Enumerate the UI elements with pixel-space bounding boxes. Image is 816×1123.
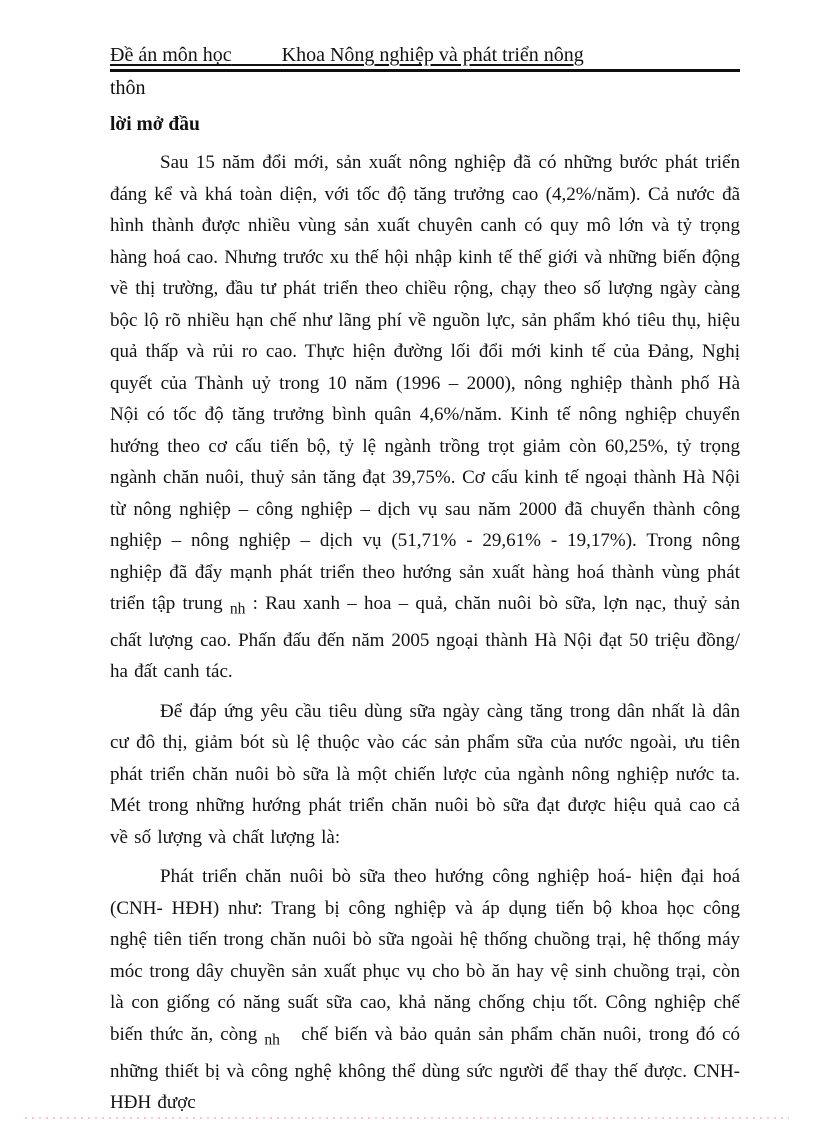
paragraph-3 xyxy=(110,861,740,1118)
header-right-text: Khoa Nông nghiệp và phát triển nông xyxy=(281,44,584,66)
header-wrap-text: thôn xyxy=(110,77,146,99)
text-run: Sau 15 năm đổi mới, sản xuất nông nghiệp đã có những bước phát triển đáng kể và khá toàn diện, với tốc độ tăng trưởng cao (4,2%/năm). Cả nước đã hình thành được nhiều vùng sản xuất chuyên canh có quy mô lớn và tỷ trọng hàng hoá cao. Nhưng trước xu thế hội nhập kinh tế thế giới và những biến động về thị trường, đầu tư phát triển theo chiều rộng, chạy theo số lượng ngày càng bộc lộ rõ nhiều hạn chế như lãng phí về nguồn lực, sản phẩm khó tiêu thụ, hiệu quả thấp và rủi ro cao. Thực hiện đường lối đổi mới kinh tế của Đảng, Nghị quyết của Thành uỷ trong 10 năm (1996 – 2000), nông nghiệp thành phố Hà Nội có tốc độ tăng trưởng bình quân 4,6%/năm. Kinh tế nông nghiệp chuyển hướng theo cơ cấu tiến bộ, tỷ lệ ngành trồng trọt giảm còn 60,25%, tỷ trọng ngành chăn nuôi, thuỷ sản tăng đạt 39,75%. Cơ cấu kinh tế ngoại thành Hà Nội từ nông nghiệp – công nghiệp – dịch vụ sau năm 2000 đã chuyển thành công nghiệp – nông nghiệp – dịch vụ (51,71% - 29,61% - 19,17%). Trong nông nghiệp đã đẩy mạnh phát triển theo hướng sản xuất hàng hoá thành vùng phát triển tập trung xyxy=(110,152,740,614)
text-run: chế biến và bảo quản sản phẩm chăn nuôi, trong đó có những thiết bị và công nghệ không thể dùng sức người để thay thế được. CNH- HĐH được xyxy=(110,1023,740,1114)
page-header xyxy=(110,42,740,101)
footer-divider xyxy=(25,1117,789,1119)
subscript-run: nh xyxy=(229,600,246,618)
header-tab-spacer xyxy=(232,44,282,66)
text-run: Để đáp ứng yêu cầu tiêu dùng sữa ngày càng tăng trong dân nhất là dân cư đô thị, giảm bót sù lệ thuộc vào các sản phẩm sữa của nước ngoài, ưu tiên phát triển chăn nuôi bò sữa là một chiến lược của ngành nông nghiệp nước ta. Mét trong những hướng phát triển chăn nuôi bò sữa đạt được hiệu quả cao cả về số lượng và chất lượng là: xyxy=(110,700,740,848)
section-title: lời mở đầu xyxy=(110,114,200,135)
document-body xyxy=(110,147,740,1123)
subscript-run: nh xyxy=(264,1031,280,1049)
paragraph-1 xyxy=(110,147,740,688)
text-run: : Rau xanh – hoa – quả, chăn nuôi bò sữa, lợn nạc, thuỷ sản chất lượng cao. Phấn đấu đến năm 2005 ngoại thành Hà Nội đạt 50 triệu đồng/ ha đất canh tác. xyxy=(110,593,740,683)
paragraph-2 xyxy=(110,696,740,854)
text-run: Phát triển chăn nuôi bò sữa theo hướng công nghiệp hoá- hiện đại hoá (CNH- HĐH) như: Trang bị công nghiệp và áp dụng tiến bộ khoa học công nghệ tiên tiến trong chăn nuôi bò sữa ngoài hệ thống chuồng trại, hệ thống máy móc trong dây chuyền sản xuất phục vụ cho bò ăn hay vệ sinh chuồng trại, còn là con giống có năng suất sữa cao, khả năng chống chịu tốt. Công nghiệp chế biến thức ăn, còng xyxy=(110,866,740,1045)
header-left-text: Đề án môn học xyxy=(110,44,232,66)
header-rule xyxy=(110,42,740,72)
